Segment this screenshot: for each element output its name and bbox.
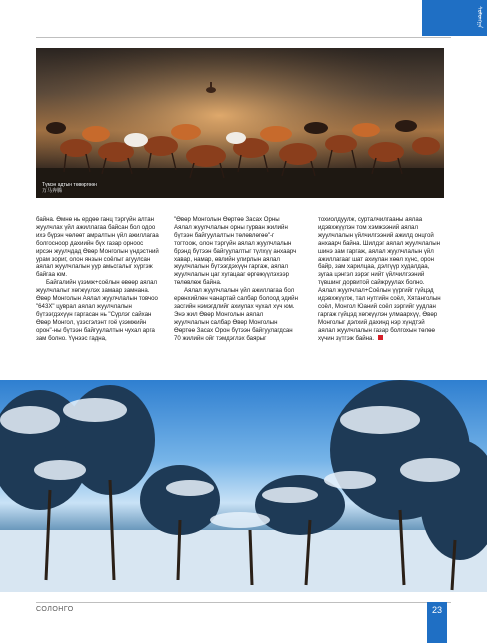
caption-mongolian: Түмэн адтын төвөргөөн — [42, 182, 97, 188]
forest-illustration — [0, 380, 487, 592]
paragraph: тохиолдуулж, сурталчилгааны аялаа идэвхжүүлэн том хэмжээний аялал жуулчлалын үйлчилгээний ажилд онцгой анхаарч байна. Шилдэг аялал жуулчлалын шинэ зам гаргаж, аялал жуулчлалын үйл ажиллагааг шат ахиулан хөөл хүнс, орон байр, зам харилцаа, дэлгүүр худалдаа, зугаа цэнгэл зэрэг нийт үйлчилгээний түвшинг дорвитой сайжруулах болно. Аялал жуулчлал+Соёлын үүргийг гүйцэд идэвхжүүлж, тал нутгийн соёл, Хятанголын соёл, Монгол Юаний соёл зэргийг уудлан гаргаж гүйцэд хөгжүүлэн улмаархүү, Өвөр Монголыг дэлхий дахинд нэр хүндтэй аялал жуулчлалын газар болгохын төлөө хүчин зүтгэж байна. — [318, 216, 441, 342]
paragraph-with-end-mark — [318, 216, 442, 343]
column-1 — [36, 216, 160, 343]
paragraph: Байгалийн үзэмж+соёлын өвөөр аялал жуулчлалыг хөгжүүлэх замаар замнана. Өвөр Монголын Аялал жуулчлалын товчоо "643Х" цуврал аялал жуулчлалын бүтээгдэхүүн гаргасан нь "Сүрлэг сайхан Өвөр Монгол, үзэсгэлэнт гоё үзэмжийн орон"-ны бүтээн байгуулалтын чухал арга зам болно. Үүнээс гадна, — [36, 279, 158, 342]
horses-illustration — [36, 48, 444, 198]
snow-forest-photo — [0, 380, 487, 592]
paragraph: "Өвөр Монголын Өөртөө Засах Орны Аялал жуулчлалын орны гурван жилийн бүтээн байгуулалтын төлөвлөгөө"-г тогтоож, олон тэргүйн аялал жуулчлалын брэнд бүтээн байгуулалтыг түлхүү анхаарч хавар, намар, өвлийн улирлын аялал жуулчлалын бүтээгдэхүүн гаргаж, аялал жуулчлалын цаг хугацааг өргөжүүлэхээр төлөвлөж байна. — [174, 216, 297, 287]
paragraph: Аялал жуулчлалын үйл ажиллагаа бол ерөнхийлөн чанартай салбар болоод эдийн засгийн нэмэгдлийг ахиулах чухал хүч юм. Энэ жил Өвөр Монголын аялал жуулчлалын салбар Өвөр Монголын Өөртөө Засах Орон бүтээн байгуулагдсан 70 жилийн ойг тэмдэглэх баярыг — [174, 287, 298, 342]
tab-script: ᠰᠣᠯᠣᠩᠭ᠋ᠠ — [476, 6, 483, 29]
article-body — [36, 216, 444, 384]
column-3 — [318, 216, 442, 343]
header-tab — [422, 0, 487, 36]
photo-caption — [42, 182, 97, 194]
magazine-name: СОЛОНГО — [36, 606, 74, 613]
paragraph: байна. Өмнө нь ердөө ганц тэргүйн алтан жуулчлах үйл ажиллагаа байсан бол одоо ихэ бүрэн чөлөөт амралтын үйл ажиллагаа болгосноор дахиийн бүх газар орноос ирсэн жуулчдад Өвөр Монголын үндэстний урам зориг, олон янзын соёлыг агуулсан аялал жуулчлалын уур амьсгалыг хүргэж байгаа юм. — [36, 216, 159, 279]
end-mark-icon — [378, 335, 383, 340]
bottom-rule — [36, 602, 451, 603]
top-rule — [36, 37, 451, 38]
horses-photo — [36, 48, 444, 198]
page-number: 23 — [427, 602, 447, 643]
column-2 — [174, 216, 298, 343]
caption-chinese: 万马奔腾 — [42, 188, 63, 194]
